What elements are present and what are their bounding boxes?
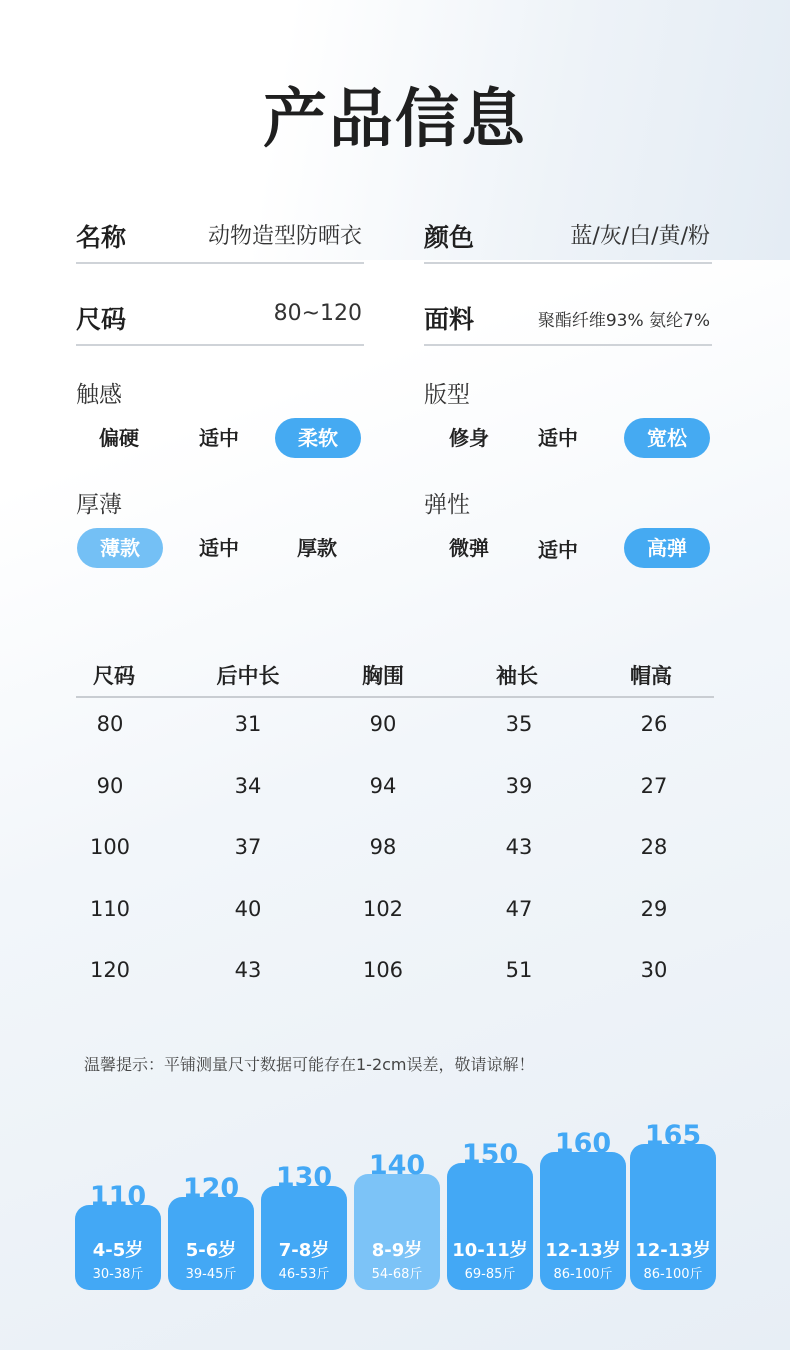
table-row [76,944,714,1006]
attr-elasticity-option: 适中 [538,538,578,562]
height-bar-value: 140 [368,1150,426,1181]
height-bar [168,1173,254,1290]
info-name [76,204,364,264]
table-cell: 43 [505,835,533,859]
column-header: 后中长 [216,664,280,688]
info-size-value: 80~120 [273,301,362,326]
height-bar [447,1139,533,1290]
size-table [76,652,714,1006]
attr-thickness-option: 厚款 [297,536,337,560]
height-bar-weight: 30-38斤 [92,1267,144,1282]
measurement-note: 温馨提示：平铺测量尺寸数据可能存在1-2cm误差，敬请谅解！ [84,1055,535,1074]
table-cell: 51 [505,958,533,982]
height-bar-age: 12-13岁 [635,1240,711,1261]
height-bar-age: 8-9岁 [371,1240,423,1261]
height-bar-weight: 39-45斤 [185,1267,237,1282]
info-size-key: 尺码 [76,305,127,334]
column-header: 袖长 [496,664,538,688]
height-bar-weight: 54-68斤 [371,1267,423,1282]
info-fabric-key: 面料 [424,305,475,334]
column-header: 尺码 [93,664,135,688]
table-cell: 35 [505,712,533,736]
page-title: 产品信息 [263,83,527,157]
table-cell: 39 [505,773,533,798]
table-cell: 29 [640,896,668,921]
height-bar-value: 110 [89,1181,147,1212]
table-cell: 94 [369,773,397,798]
table-cell: 80 [96,712,124,736]
attr-elasticity-option: 微弹 [449,536,489,560]
height-bar-weight: 69-85斤 [464,1267,516,1282]
attr-fit-option: 修身 [449,426,489,450]
info-name-key: 名称 [76,223,127,252]
height-bar-weight: 86-100斤 [553,1267,613,1282]
attr-touch-option: 偏硬 [99,426,139,450]
attr-touch-option-selected: 柔软 [275,418,361,458]
info-fabric [424,286,712,346]
attr-touch-label: 触感 [76,382,122,408]
info-fabric-value: 聚酯纤维93% 氨纶7% [537,311,710,331]
table-cell: 90 [96,773,124,798]
table-row [76,698,714,760]
table-cell: 26 [640,712,668,736]
attr-fit-label: 版型 [424,382,470,408]
attr-elasticity-option-selected: 高弹 [624,528,710,568]
size-table-header [76,652,714,698]
table-cell: 34 [234,773,262,798]
table-cell: 120 [89,958,131,982]
info-color [424,204,712,264]
table-cell: 31 [234,712,262,736]
attr-thickness-label: 厚薄 [76,492,122,518]
table-cell: 106 [362,958,404,982]
table-cell: 100 [89,835,131,859]
height-bar [354,1150,440,1290]
height-bar-age: 7-8岁 [278,1240,330,1261]
table-row [76,821,714,883]
height-bar-age: 4-5岁 [92,1240,144,1261]
height-bar-age: 12-13岁 [545,1240,621,1261]
table-row [76,760,714,822]
info-color-value: 蓝/灰/白/黄/粉 [570,224,710,249]
table-cell: 98 [369,835,397,859]
table-cell: 27 [640,773,668,798]
height-bar-value: 160 [554,1128,612,1159]
table-row [76,883,714,945]
info-size [76,286,364,346]
attr-thickness-option: 适中 [199,536,239,560]
table-cell: 90 [369,712,397,736]
height-bar-value: 150 [461,1139,519,1170]
table-cell: 102 [362,896,404,921]
attr-touch-option: 适中 [199,426,239,450]
table-cell: 40 [234,896,262,921]
height-bar-value: 120 [182,1173,240,1204]
table-cell: 37 [234,835,262,859]
height-bar-weight: 86-100斤 [643,1267,703,1282]
height-bar [630,1120,716,1290]
height-bar [261,1162,347,1290]
info-name-value: 动物造型防晒衣 [207,224,362,249]
attr-fit-option: 适中 [538,426,578,450]
attr-thickness-option-selected: 薄款 [77,528,163,568]
table-cell: 47 [505,896,533,921]
height-bar-age: 10-11岁 [452,1240,528,1261]
table-cell: 110 [89,896,131,921]
height-bar-value: 130 [275,1162,333,1193]
height-bar-weight: 46-53斤 [278,1267,330,1282]
height-bar [540,1128,626,1290]
height-bar-age: 5-6岁 [185,1240,237,1261]
info-color-key: 颜色 [424,223,475,252]
height-bar [75,1181,161,1290]
table-cell: 43 [234,958,262,982]
table-cell: 28 [640,835,668,859]
height-bar-value: 165 [644,1120,702,1151]
table-cell: 30 [640,958,668,982]
column-header: 胸围 [362,664,404,688]
column-header: 帽高 [630,664,672,688]
attr-fit-option-selected: 宽松 [624,418,710,458]
attr-elasticity-label: 弹性 [424,492,470,518]
